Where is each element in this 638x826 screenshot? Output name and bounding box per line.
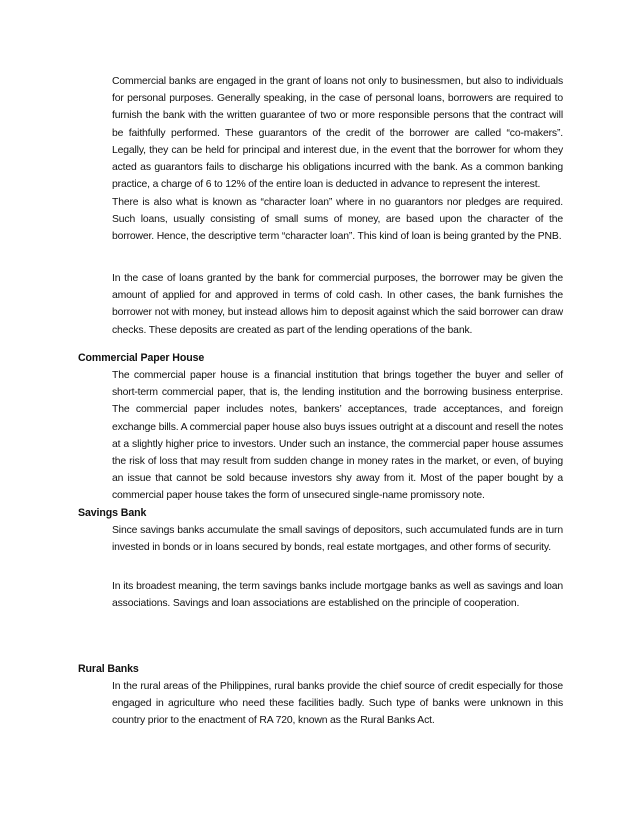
savings-bank-paragraph-2: In its broadest meaning, the term savings banks include mortgage banks as well as savings and loan associations. Savings and loan associations are established on the principle of cooperation. bbox=[112, 581, 563, 610]
savings-bank-paragraph-1: Since savings banks accumulate the small savings of depositors, such accumulated funds are in turn invested in bonds or in loans secured by bonds, real estate mortgages, and other forms of security. bbox=[112, 525, 563, 554]
rural-banks-paragraph: In the rural areas of the Philippines, rural banks provide the chief source of credit especially for those engaged in agriculture who need these facilities badly. Such type of banks were unknown in this country prior to the enactment of RA 720, known as the Rural Banks Act. bbox=[112, 681, 563, 727]
commercial-paper-house-heading: Commercial Paper House bbox=[78, 352, 205, 364]
commercial-banks-paragraph-3: In the case of loans granted by the bank for commercial purposes, the borrower may be given the amount of applied for and approved in terms of cold cash. In other cases, the bank furnishes the borrower not with money, but instead allows him to deposit against which the said borrower can draw checks. These deposits are created as part of the lending operations of the bank. bbox=[112, 273, 563, 336]
commercial-paper-house-paragraph: The commercial paper house is a financial institution that brings together the buyer and seller of short-term commercial paper, that is, the lending institution and the borrowing business enterprise. The commercial paper includes notes, bankers’ acceptances, trade acceptances, and foreign exchange bills. A commercial paper house also buys issues outright at a discount and resell the notes at a slightly higher price to investors. Under such an instance, the commercial paper house assumes the risk of loss that may result from sudden change in money rates in the market, or even, of buying an issue that cannot be sold because investors shy away from it. Most of the paper bought by a commercial paper house takes the form of unsecured single-name promissory note. bbox=[112, 370, 563, 502]
savings-bank-heading: Savings Bank bbox=[78, 507, 147, 519]
commercial-banks-paragraph-2: There is also what is known as “character loan” where in no guarantors nor pledges are required. Such loans, usually consisting of small sums of money, are based upon the character of the borrower. Hence, the descriptive term “character loan”. This kind of loan is being granted by the PNB. bbox=[112, 197, 563, 243]
commercial-banks-paragraph-1: Commercial banks are engaged in the grant of loans not only to businessmen, but also to individuals for personal purposes. Generally speaking, in the case of personal loans, borrowers are required to furnish the bank with the written guarantee of two or more responsible persons that the contract will be faithfully performed. These guarantors of the credit of the borrower are called “co-makers”. Legally, they can be held for principal and interest due, in the event that the borrower for whom they acted as guarantors fails to discharge his obligations incurred with the bank. As a common banking practice, a charge of 6 to 12% of the entire loan is deducted in advance to represent the interest. bbox=[112, 76, 563, 191]
rural-banks-heading: Rural Banks bbox=[78, 663, 139, 675]
